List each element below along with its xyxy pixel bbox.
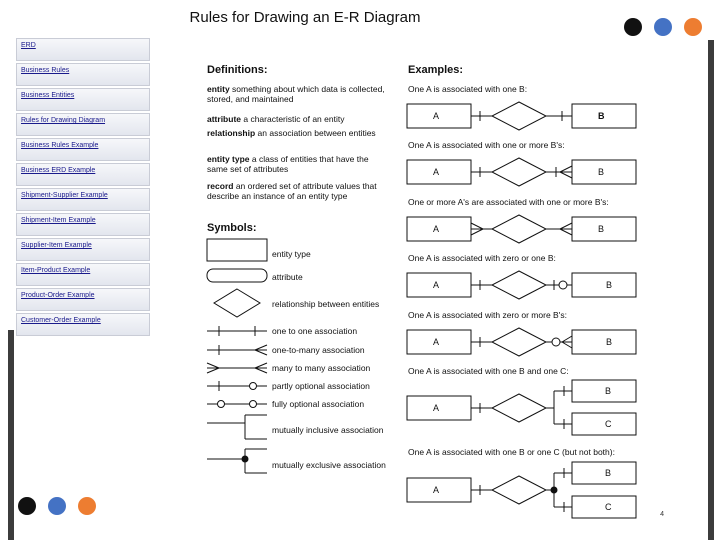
definition-attribute bbox=[207, 114, 387, 124]
definition-text: an association between entities bbox=[255, 128, 376, 138]
definition-text: an ordered set of attribute values that describe an instance of an entity type bbox=[207, 181, 377, 201]
symbol-label-partly-optional: partly optional association bbox=[272, 381, 370, 391]
example-3-entity-a: A bbox=[433, 224, 440, 234]
example-1-entity-b: B bbox=[598, 111, 605, 121]
symbol-label-mutually-inclusive: mutually inclusive association bbox=[272, 425, 384, 435]
decorative-dot-black bbox=[624, 18, 642, 36]
one-to-many-symbol bbox=[207, 345, 267, 355]
example-4-diagram bbox=[407, 271, 636, 299]
nav-link-erd[interactable]: ERD bbox=[16, 38, 150, 61]
symbol-label-relationship: relationship between entities bbox=[272, 299, 380, 309]
attribute-symbol bbox=[207, 269, 267, 282]
mutually-inclusive-symbol bbox=[207, 415, 267, 439]
decorative-dot-blue-bottom bbox=[48, 497, 66, 515]
one-to-one-symbol bbox=[207, 326, 267, 336]
example-3-entity-b: B bbox=[598, 224, 605, 234]
example-6-entity-a: A bbox=[433, 403, 440, 413]
slide-navigation bbox=[16, 38, 150, 338]
definition-record bbox=[207, 181, 387, 201]
example-7-entity-c: C bbox=[605, 502, 612, 512]
definition-term: relationship bbox=[207, 128, 256, 138]
nav-link-business-erd-example[interactable]: Business ERD Example bbox=[16, 163, 150, 186]
definitions-heading: Definitions: bbox=[207, 64, 268, 76]
example-caption-5: One A is associated with zero or more B's: bbox=[408, 310, 567, 320]
mutually-exclusive-symbol bbox=[207, 449, 267, 473]
example-1-entity-a: A bbox=[433, 111, 440, 121]
page-title: Rules for Drawing an E-R Diagram bbox=[189, 9, 421, 26]
definition-relationship bbox=[207, 128, 387, 138]
example-5-diagram bbox=[407, 328, 636, 356]
page-number: 4 bbox=[660, 511, 664, 518]
nav-link-customer-order-example[interactable]: Customer-Order Example bbox=[16, 313, 150, 336]
example-caption-4: One A is associated with zero or one B: bbox=[408, 253, 556, 263]
nav-link-shipment-supplier-example[interactable]: Shipment-Supplier Example bbox=[16, 188, 150, 211]
example-6-diagram bbox=[407, 380, 636, 435]
example-7-entity-a: A bbox=[433, 485, 440, 495]
decorative-dot-orange bbox=[684, 18, 702, 36]
example-5-entity-a: A bbox=[433, 337, 440, 347]
definition-term: entity type bbox=[207, 154, 250, 164]
example-caption-6: One A is associated with one B and one C: bbox=[408, 366, 569, 376]
decorative-dot-blue bbox=[654, 18, 672, 36]
nav-link-business-rules-example[interactable]: Business Rules Example bbox=[16, 138, 150, 161]
definition-entity-type bbox=[207, 154, 387, 174]
example-4-entity-a: A bbox=[433, 280, 440, 290]
left-accent-bar bbox=[8, 330, 14, 540]
example-2-entity-b: B bbox=[598, 167, 605, 177]
nav-link-business-rules[interactable]: Business Rules bbox=[16, 63, 150, 86]
examples-heading: Examples: bbox=[408, 64, 464, 76]
nav-link-item-product-example[interactable]: Item-Product Example bbox=[16, 263, 150, 286]
example-4-entity-b: B bbox=[606, 280, 613, 290]
definition-term: entity bbox=[207, 84, 230, 94]
nav-link-business-entities[interactable]: Business Entities bbox=[16, 88, 150, 111]
definition-term: attribute bbox=[207, 114, 241, 124]
nav-link-supplier-item-example[interactable]: Supplier-Item Example bbox=[16, 238, 150, 261]
symbol-legend-drawing bbox=[205, 237, 275, 477]
fully-optional-symbol bbox=[207, 401, 267, 408]
symbol-label-one-to-one: one to one association bbox=[272, 326, 358, 336]
definition-text: a characteristic of an entity bbox=[241, 114, 345, 124]
definition-text: a class of entities that have the same set of attributes bbox=[207, 154, 369, 174]
example-6-entity-b: B bbox=[605, 386, 612, 396]
example-6-entity-c: C bbox=[605, 419, 612, 429]
partly-optional-symbol bbox=[207, 381, 267, 391]
example-5-entity-b: B bbox=[606, 337, 613, 347]
example-2-entity-a: A bbox=[433, 167, 440, 177]
symbols-heading: Symbols: bbox=[207, 222, 257, 234]
nav-link-product-order-example[interactable]: Product-Order Example bbox=[16, 288, 150, 311]
decorative-dot-orange-bottom bbox=[78, 497, 96, 515]
example-caption-2: One A is associated with one or more B's: bbox=[408, 140, 565, 150]
symbol-label-fully-optional: fully optional association bbox=[272, 399, 365, 409]
example-caption-1: One A is associated with one B: bbox=[408, 84, 528, 94]
definition-term: record bbox=[207, 181, 234, 191]
example-7-diagram bbox=[407, 462, 636, 518]
examples-drawing bbox=[404, 60, 644, 520]
definition-text: something about which data is collected, stored, and maintained bbox=[207, 84, 385, 104]
decorative-dot-black-bottom bbox=[18, 497, 36, 515]
entity-type-symbol bbox=[207, 239, 267, 261]
nav-link-shipment-item-example[interactable]: Shipment-Item Example bbox=[16, 213, 150, 236]
many-to-many-symbol bbox=[207, 363, 267, 373]
symbol-label-attribute: attribute bbox=[272, 272, 303, 282]
example-7-entity-b: B bbox=[605, 468, 612, 478]
relationship-symbol bbox=[214, 289, 260, 317]
definition-entity bbox=[207, 84, 387, 104]
symbol-label-one-to-many: one-to-many association bbox=[272, 345, 365, 355]
symbol-label-many-to-many: many to many association bbox=[272, 363, 371, 373]
example-caption-7: One A is associated with one B or one C (but not both): bbox=[408, 447, 615, 457]
right-accent-bar bbox=[708, 40, 714, 540]
symbol-label-mutually-exclusive: mutually exclusive association bbox=[272, 460, 386, 470]
symbol-label-entity-type: entity type bbox=[272, 249, 311, 259]
example-caption-3: One or more A's are associated with one or more B's: bbox=[408, 197, 609, 207]
nav-link-rules-for-drawing[interactable]: Rules for Drawing Diagram bbox=[16, 113, 150, 136]
